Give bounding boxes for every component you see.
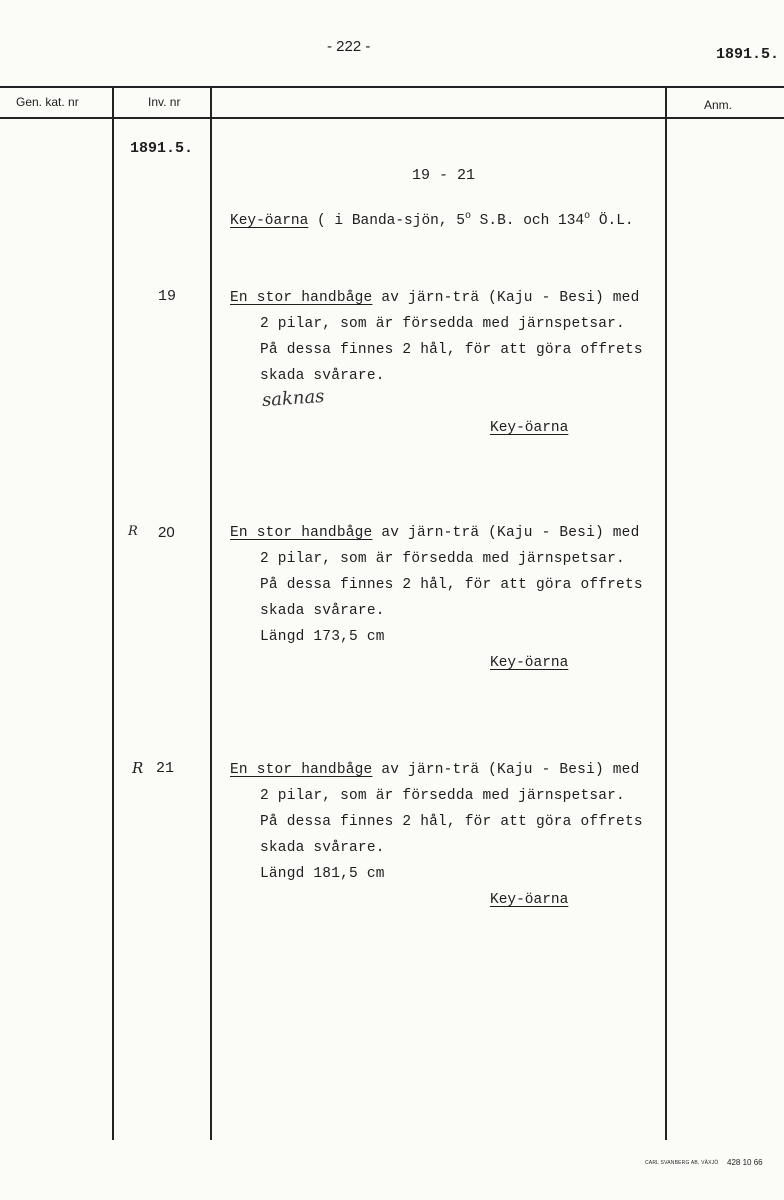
entry-19-location: Key-öarna bbox=[490, 420, 569, 436]
footer-code: 428 10 66 bbox=[727, 1158, 763, 1167]
entry-19-line-3: På dessa finnes 2 hål, för att göra offrets bbox=[260, 342, 643, 358]
column-header-anm: Anm. bbox=[704, 98, 733, 112]
entry-19-line-1 bbox=[230, 290, 639, 306]
entry-21-line-2: 2 pilar, som är försedda med järnspetsar. bbox=[260, 788, 625, 804]
origin-text-2: S.B. och 134 bbox=[470, 212, 585, 229]
degree-2: o bbox=[584, 211, 591, 222]
inv-year: 1891.5. bbox=[130, 140, 194, 157]
entry-20-location: Key-öarna bbox=[490, 655, 569, 671]
origin-text-1: ( i Banda-sjön, 5 bbox=[308, 212, 465, 229]
degree-1: o bbox=[464, 211, 471, 222]
entry-21-line-4: skada svårare. bbox=[260, 840, 385, 856]
entry-21-title: En stor handbåge bbox=[230, 762, 373, 778]
entry-19-first-rest: av järn-trä (Kaju - Besi) med bbox=[372, 290, 640, 306]
entry-19-line-2: 2 pilar, som är försedda med järnspetsar. bbox=[260, 316, 625, 332]
inv-number-19: 19 bbox=[158, 288, 177, 305]
entry-20-first-rest: av järn-trä (Kaju - Besi) med bbox=[372, 525, 640, 541]
inv-number-21: 21 bbox=[156, 760, 175, 777]
entry-21-margin-mark: R bbox=[132, 759, 144, 777]
entry-20-line-2: 2 pilar, som är försedda med järnspetsar. bbox=[260, 551, 625, 567]
entry-21-location: Key-öarna bbox=[490, 892, 569, 908]
entry-20-line-3: På dessa finnes 2 hål, för att göra offrets bbox=[260, 577, 643, 593]
year-marker: 1891.5. bbox=[716, 46, 780, 63]
column-divider-1 bbox=[112, 86, 114, 1140]
inv-number-20: 20 bbox=[158, 524, 175, 541]
column-divider-2 bbox=[210, 86, 212, 1140]
entry-21-line-3: På dessa finnes 2 hål, för att göra offrets bbox=[260, 814, 643, 830]
entry-20-line-5: Längd 173,5 cm bbox=[260, 629, 385, 645]
entry-20-line-4: skada svårare. bbox=[260, 603, 385, 619]
entry-20-line-1 bbox=[230, 525, 639, 541]
entry-20-title: En stor handbåge bbox=[230, 525, 373, 541]
entry-21-line-5: Längd 181,5 cm bbox=[260, 866, 385, 882]
column-divider-3 bbox=[665, 86, 667, 1140]
page-number: - 222 - bbox=[327, 38, 371, 55]
handwritten-note: saknas bbox=[261, 385, 326, 412]
range-heading: 19 - 21 bbox=[412, 167, 476, 184]
footer-printer: CARL SVANBERG AB, VÄXJÖ bbox=[645, 1160, 719, 1166]
entry-20-margin-mark: R bbox=[128, 524, 138, 539]
origin-text-3: Ö.L. bbox=[590, 212, 634, 229]
entry-19-line-4: skada svårare. bbox=[260, 368, 385, 384]
column-header-inv: Inv. nr bbox=[148, 95, 181, 109]
origin-place: Key-öarna bbox=[230, 212, 309, 229]
column-header-gen-kat: Gen. kat. nr bbox=[16, 95, 79, 109]
entry-21-first-rest: av järn-trä (Kaju - Besi) med bbox=[372, 762, 640, 778]
entry-21-line-1 bbox=[230, 762, 639, 778]
origin-line bbox=[230, 211, 634, 229]
entry-19-title: En stor handbåge bbox=[230, 290, 373, 306]
